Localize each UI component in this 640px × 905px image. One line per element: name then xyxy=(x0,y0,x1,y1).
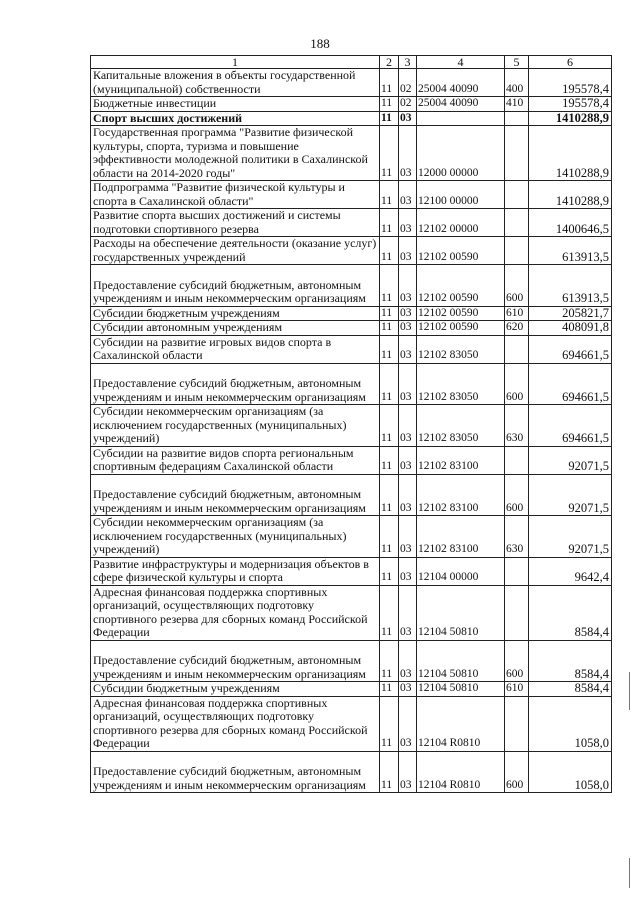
row-name-cell: Субсидии некоммерческим организациям (за исключением государственных (муниципальных) учреждений) xyxy=(91,405,380,447)
table-header-row xyxy=(91,56,612,69)
row-name-cell: Субсидии автономным учреждениям xyxy=(91,321,380,336)
row-amount-cell: 1058,0 xyxy=(529,696,612,751)
row-name-cell: Предоставление субсидий бюджетным, автономным учреждениям и иным некоммерческим организациям xyxy=(91,640,380,682)
row-subsection-cell: 03 xyxy=(399,335,417,363)
row-expense-type-cell: 630 xyxy=(505,405,529,447)
row-name-cell: Капитальные вложения в объекты государственной (муниципальной) собственности xyxy=(91,69,380,97)
row-target-article-cell: 12102 83100 xyxy=(417,474,505,516)
row-subsection-cell: 03 xyxy=(399,751,417,793)
column-header-name: 1 xyxy=(91,56,380,69)
row-section-cell: 11 xyxy=(380,181,399,209)
row-subsection-cell: 03 xyxy=(399,306,417,321)
row-expense-type-cell: 620 xyxy=(505,321,529,336)
scan-artifact-mark xyxy=(629,672,630,710)
row-amount-cell: 408091,8 xyxy=(529,321,612,336)
row-expense-type-cell xyxy=(505,126,529,181)
row-name-cell: Спорт высших достижений xyxy=(91,111,380,126)
row-section-cell: 11 xyxy=(380,516,399,558)
row-name-cell: Расходы на обеспечение деятельности (оказание услуг) государственных учреждений xyxy=(91,237,380,265)
row-subsection-cell: 03 xyxy=(399,363,417,405)
row-target-article-cell: 25004 40090 xyxy=(417,69,505,97)
row-subsection-cell: 03 xyxy=(399,474,417,516)
row-subsection-cell: 03 xyxy=(399,321,417,336)
row-amount-cell: 92071,5 xyxy=(529,446,612,474)
row-amount-cell: 1058,0 xyxy=(529,751,612,793)
row-subsection-cell: 03 xyxy=(399,126,417,181)
row-expense-type-cell: 600 xyxy=(505,751,529,793)
row-section-cell: 11 xyxy=(380,585,399,640)
page-number: 188 xyxy=(310,36,330,51)
row-subsection-cell: 03 xyxy=(399,181,417,209)
row-amount-cell: 613913,5 xyxy=(529,265,612,307)
row-subsection-cell: 02 xyxy=(399,69,417,97)
row-expense-type-cell xyxy=(505,696,529,751)
row-section-cell: 11 xyxy=(380,557,399,585)
row-amount-cell: 9642,4 xyxy=(529,557,612,585)
row-target-article-cell: 12100 00000 xyxy=(417,181,505,209)
row-amount-cell: 8584,4 xyxy=(529,585,612,640)
row-section-cell: 11 xyxy=(380,696,399,751)
row-target-article-cell: 12102 00590 xyxy=(417,321,505,336)
row-target-article-cell: 25004 40090 xyxy=(417,97,505,112)
table-row xyxy=(91,405,612,447)
row-subsection-cell: 03 xyxy=(399,516,417,558)
row-amount-cell: 195578,4 xyxy=(529,97,612,112)
row-expense-type-cell xyxy=(505,446,529,474)
row-expense-type-cell xyxy=(505,181,529,209)
column-header-target-article: 4 xyxy=(417,56,505,69)
row-amount-cell: 694661,5 xyxy=(529,363,612,405)
table-row xyxy=(91,446,612,474)
table-row xyxy=(91,265,612,307)
row-name-cell: Государственная программа "Развитие физической культуры, спорта, туризма и повышение эффективности молодежной политики в Сахалинской области на 2014-2020 годы" xyxy=(91,126,380,181)
row-name-cell: Развитие спорта высших достижений и системы подготовки спортивного резерва xyxy=(91,209,380,237)
row-expense-type-cell xyxy=(505,335,529,363)
row-expense-type-cell xyxy=(505,557,529,585)
row-expense-type-cell: 610 xyxy=(505,306,529,321)
row-expense-type-cell: 600 xyxy=(505,640,529,682)
row-amount-cell: 8584,4 xyxy=(529,640,612,682)
table-row xyxy=(91,69,612,97)
row-section-cell: 11 xyxy=(380,237,399,265)
table-row xyxy=(91,237,612,265)
row-section-cell: 11 xyxy=(380,363,399,405)
row-target-article-cell: 12104 00000 xyxy=(417,557,505,585)
row-expense-type-cell xyxy=(505,209,529,237)
row-subsection-cell: 03 xyxy=(399,265,417,307)
table-row xyxy=(91,126,612,181)
row-target-article-cell: 12104 R0810 xyxy=(417,751,505,793)
row-subsection-cell: 02 xyxy=(399,97,417,112)
row-expense-type-cell: 400 xyxy=(505,69,529,97)
table-row xyxy=(91,585,612,640)
row-target-article-cell: 12102 00000 xyxy=(417,209,505,237)
row-name-cell: Субсидии на развитие видов спорта региональным спортивным федерациям Сахалинской области xyxy=(91,446,380,474)
row-name-cell: Адресная финансовая поддержка спортивных организаций, осуществляющих подготовку спортивного резерва для сборных команд Российской Федерации xyxy=(91,585,380,640)
row-name-cell: Развитие инфраструктуры и модернизация объектов в сфере физической культуры и спорта xyxy=(91,557,380,585)
row-amount-cell: 1410288,9 xyxy=(529,181,612,209)
row-name-cell: Субсидии бюджетным учреждениям xyxy=(91,682,380,697)
table-row xyxy=(91,751,612,793)
row-target-article-cell: 12104 50810 xyxy=(417,682,505,697)
row-target-article-cell: 12104 50810 xyxy=(417,640,505,682)
row-amount-cell: 1400646,5 xyxy=(529,209,612,237)
row-target-article-cell: 12104 R0810 xyxy=(417,696,505,751)
row-amount-cell: 694661,5 xyxy=(529,405,612,447)
row-target-article-cell: 12102 00590 xyxy=(417,265,505,307)
row-name-cell: Предоставление субсидий бюджетным, автономным учреждениям и иным некоммерческим организациям xyxy=(91,265,380,307)
row-section-cell: 11 xyxy=(380,446,399,474)
row-subsection-cell: 03 xyxy=(399,640,417,682)
column-header-subsection: 3 xyxy=(399,56,417,69)
row-name-cell: Подпрограмма "Развитие физической культуры и спорта в Сахалинской области" xyxy=(91,181,380,209)
row-target-article-cell: 12102 83050 xyxy=(417,335,505,363)
row-expense-type-cell: 630 xyxy=(505,516,529,558)
row-target-article-cell: 12102 83050 xyxy=(417,405,505,447)
row-subsection-cell: 03 xyxy=(399,209,417,237)
column-header-expense-type: 5 xyxy=(505,56,529,69)
row-name-cell: Бюджетные инвестиции xyxy=(91,97,380,112)
row-subsection-cell: 03 xyxy=(399,696,417,751)
table-row xyxy=(91,97,612,112)
row-target-article-cell: 12102 83100 xyxy=(417,516,505,558)
row-expense-type-cell: 610 xyxy=(505,682,529,697)
row-subsection-cell: 03 xyxy=(399,111,417,126)
row-expense-type-cell: 600 xyxy=(505,363,529,405)
table-row xyxy=(91,557,612,585)
row-amount-cell: 1410288,9 xyxy=(529,126,612,181)
budget-table xyxy=(90,55,612,793)
table-row xyxy=(91,696,612,751)
row-section-cell: 11 xyxy=(380,640,399,682)
row-expense-type-cell: 600 xyxy=(505,265,529,307)
row-expense-type-cell: 410 xyxy=(505,97,529,112)
row-section-cell: 11 xyxy=(380,405,399,447)
row-section-cell: 11 xyxy=(380,209,399,237)
row-section-cell: 11 xyxy=(380,69,399,97)
row-expense-type-cell xyxy=(505,111,529,126)
table-row xyxy=(91,363,612,405)
row-amount-cell: 694661,5 xyxy=(529,335,612,363)
row-expense-type-cell xyxy=(505,237,529,265)
table-row xyxy=(91,335,612,363)
row-name-cell: Предоставление субсидий бюджетным, автономным учреждениям и иным некоммерческим организациям xyxy=(91,363,380,405)
table-row xyxy=(91,321,612,336)
row-amount-cell: 205821,7 xyxy=(529,306,612,321)
row-section-cell: 11 xyxy=(380,751,399,793)
row-name-cell: Предоставление субсидий бюджетным, автономным учреждениям и иным некоммерческим организациям xyxy=(91,474,380,516)
row-section-cell: 11 xyxy=(380,306,399,321)
row-expense-type-cell: 600 xyxy=(505,474,529,516)
row-amount-cell: 92071,5 xyxy=(529,516,612,558)
row-section-cell: 11 xyxy=(380,111,399,126)
row-amount-cell: 195578,4 xyxy=(529,69,612,97)
table-row xyxy=(91,306,612,321)
table-row xyxy=(91,682,612,697)
table-row xyxy=(91,474,612,516)
row-name-cell: Предоставление субсидий бюджетным, автономным учреждениям и иным некоммерческим организациям xyxy=(91,751,380,793)
column-header-amount: 6 xyxy=(529,56,612,69)
row-name-cell: Адресная финансовая поддержка спортивных организаций, осуществляющих подготовку спортивного резерва для сборных команд Российской Федерации xyxy=(91,696,380,751)
row-subsection-cell: 03 xyxy=(399,237,417,265)
row-target-article-cell: 12102 83050 xyxy=(417,363,505,405)
row-section-cell: 11 xyxy=(380,474,399,516)
row-subsection-cell: 03 xyxy=(399,585,417,640)
row-amount-cell: 92071,5 xyxy=(529,474,612,516)
table-row xyxy=(91,111,612,126)
row-section-cell: 11 xyxy=(380,265,399,307)
row-target-article-cell: 12000 00000 xyxy=(417,126,505,181)
row-section-cell: 11 xyxy=(380,97,399,112)
row-subsection-cell: 03 xyxy=(399,682,417,697)
row-name-cell: Субсидии некоммерческим организациям (за исключением государственных (муниципальных) учреждений) xyxy=(91,516,380,558)
table-row xyxy=(91,181,612,209)
row-subsection-cell: 03 xyxy=(399,405,417,447)
row-expense-type-cell xyxy=(505,585,529,640)
row-section-cell: 11 xyxy=(380,321,399,336)
table-row xyxy=(91,640,612,682)
table-row xyxy=(91,209,612,237)
row-subsection-cell: 03 xyxy=(399,557,417,585)
row-section-cell: 11 xyxy=(380,126,399,181)
row-section-cell: 11 xyxy=(380,335,399,363)
column-header-section: 2 xyxy=(380,56,399,69)
row-amount-cell: 613913,5 xyxy=(529,237,612,265)
row-section-cell: 11 xyxy=(380,682,399,697)
row-subsection-cell: 03 xyxy=(399,446,417,474)
row-target-article-cell: 12102 00590 xyxy=(417,306,505,321)
row-target-article-cell xyxy=(417,111,505,126)
row-amount-cell: 1410288,9 xyxy=(529,111,612,126)
row-name-cell: Субсидии бюджетным учреждениям xyxy=(91,306,380,321)
row-target-article-cell: 12102 00590 xyxy=(417,237,505,265)
row-name-cell: Субсидии на развитие игровых видов спорта в Сахалинской области xyxy=(91,335,380,363)
row-amount-cell: 8584,4 xyxy=(529,682,612,697)
row-target-article-cell: 12102 83100 xyxy=(417,446,505,474)
row-target-article-cell: 12104 50810 xyxy=(417,585,505,640)
table-row xyxy=(91,516,612,558)
scan-artifact-mark xyxy=(629,858,630,888)
